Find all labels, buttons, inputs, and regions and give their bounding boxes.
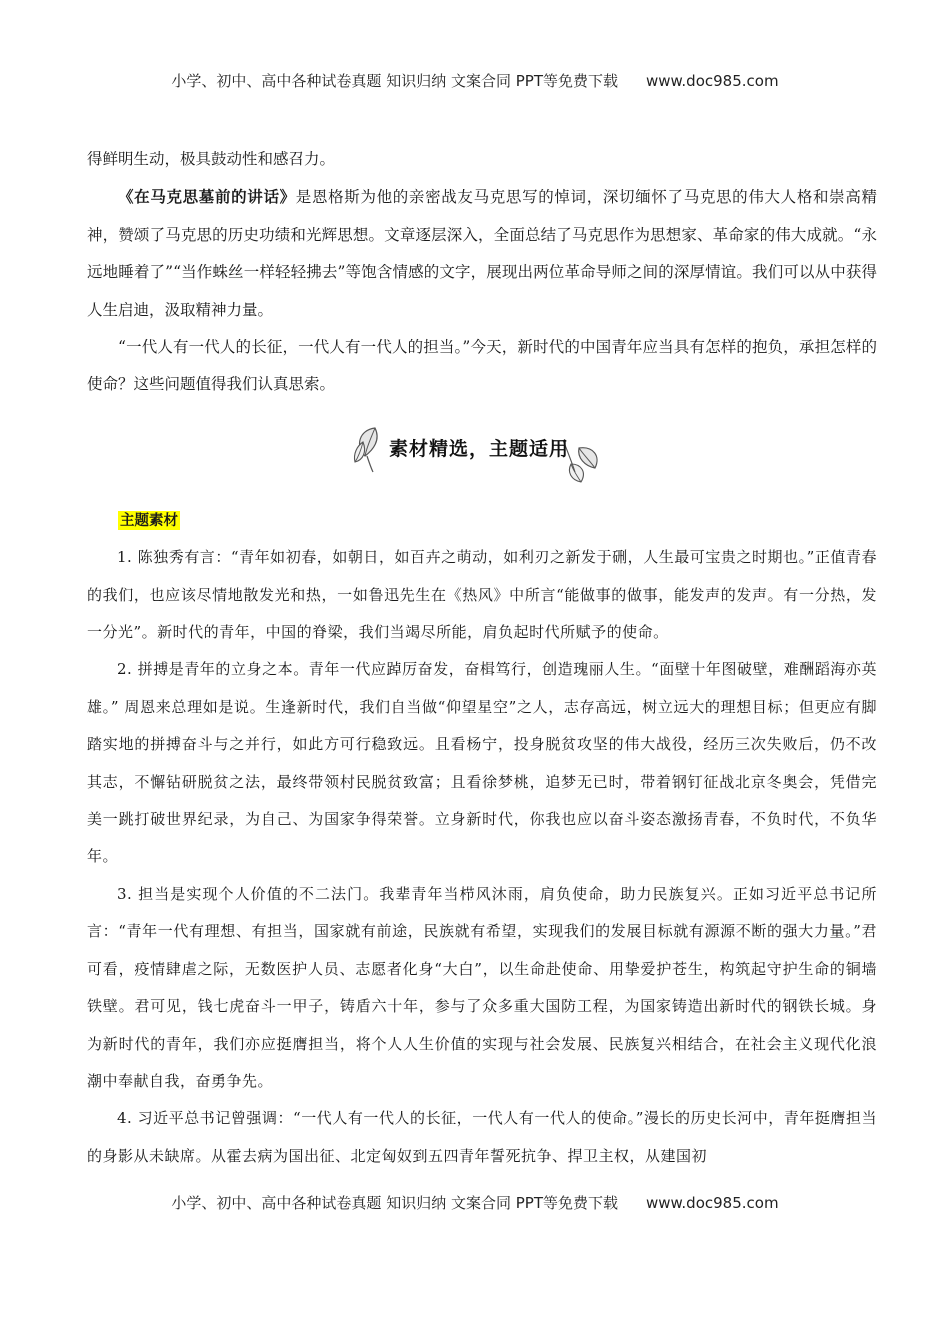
- banner-title: 素材精选，主题适用: [389, 437, 570, 460]
- header-site-link[interactable]: www.doc985.com: [645, 72, 779, 90]
- footer-text: 小学、初中、高中各种试卷真题 知识归纳 文案合同 PPT等免费下载: [171, 1194, 618, 1212]
- section-banner: [87, 406, 877, 502]
- material-item-2: 2. 拼搏是青年的立身之本。青年一代应踔厉奋发，奋楫笃行，创造瑰丽人生。“面壁十年图破壁，难酬蹈海亦英雄。” 周恩来总理如是说。生逢新时代，我们自当做“仰望星空”之人，志存高远，树立远大的理想目标；但更应有脚踏实地的拼搏奋斗与之并行，如此方可行稳致远。且看杨宁，投身脱贫攻坚的伟大战役，经历三次失败后，仍不改其志，不懈钻研脱贫之法，最终带领村民脱贫致富；且看徐梦桃，追梦无已时，带着钢钉征战北京冬奥会，凭借完美一跳打破世界纪录，为自己、为国家争得荣誉。立身新时代，你我也应以奋斗姿态激扬青春，不负时代，不负华年。: [87, 660, 877, 866]
- section-tag-line: [87, 502, 877, 539]
- header-text: 小学、初中、高中各种试卷真题 知识归纳 文案合同 PPT等免费下载: [171, 72, 618, 90]
- page-footer: [0, 1192, 950, 1213]
- page-header: [0, 70, 950, 91]
- material-item-1: 1. 陈独秀有言：“青年如初春，如朝日，如百卉之萌动，如利刃之新发于硎，人生最可宝贵之时期也。”正值青春的我们，也应该尽情地散发光和热，一如鲁迅先生在《热风》中所言“能做事的做事，能发声的发声。有一分热，发一分光”。新时代的青年，中国的脊梁，我们当竭尽所能，肩负起时代所赋予的使命。: [87, 548, 877, 642]
- intro-paragraph-2: [87, 178, 877, 329]
- theme-material-tag: 主题素材: [120, 511, 178, 529]
- intro-paragraph-1: 得鲜明生动，极具鼓动性和感召力。: [87, 150, 336, 168]
- material-item-4: 4. 习近平总书记曾强调：“一代人有一代人的长征，一代人有一代人的使命。”漫长的历史长河中，青年挺膺担当的身影从未缺席。从霍去病为国出征、北定匈奴到五四青年誓死抗争、捍卫主权，从建国初: [87, 1109, 877, 1165]
- speech-title: 《在马克思墓前的讲话》: [118, 187, 296, 207]
- intro-paragraph-3: “一代人有一代人的长征，一代人有一代人的担当。”今天，新时代的中国青年应当具有怎样的抱负，承担怎样的使命？这些问题值得我们认真思索。: [87, 338, 877, 394]
- footer-site-link[interactable]: www.doc985.com: [645, 1194, 779, 1212]
- document-body: [87, 141, 877, 1175]
- intro-paragraph-2-text: 是恩格斯为他的亲密战友马克思写的悼词，深切缅怀了马克思的伟大人格和崇高精神，赞颂了马克思的历史功绩和光辉思想。文章逐层深入，全面总结了马克思作为思想家、革命家的伟大成就。“永远地睡着了”“当作蛛丝一样轻轻拂去”等饱含情感的文字，展现出两位革命导师之间的深厚情谊。我们可以从中获得人生启迪，汲取精神力量。: [87, 188, 877, 319]
- material-item-3: 3. 担当是实现个人价值的不二法门。我辈青年当栉风沐雨，肩负使命，助力民族复兴。正如习近平总书记所言：“青年一代有理想、有担当，国家就有前途，民族就有希望，实现我们的发展目标就有源源不断的强大力量。”君可看，疫情肆虐之际，无数医护人员、志愿者化身“大白”，以生命赴使命、用挚爱护苍生，构筑起守护生命的铜墙铁壁。君可见，钱七虎奋斗一甲子，铸盾六十年，参与了众多重大国防工程，为国家铸造出新时代的钢铁长城。身为新时代的青年，我们亦应挺膺担当，将个人人生价值的实现与社会发展、民族复兴相结合，在社会主义现代化浪潮中奉献自我，奋勇争先。: [87, 884, 877, 1090]
